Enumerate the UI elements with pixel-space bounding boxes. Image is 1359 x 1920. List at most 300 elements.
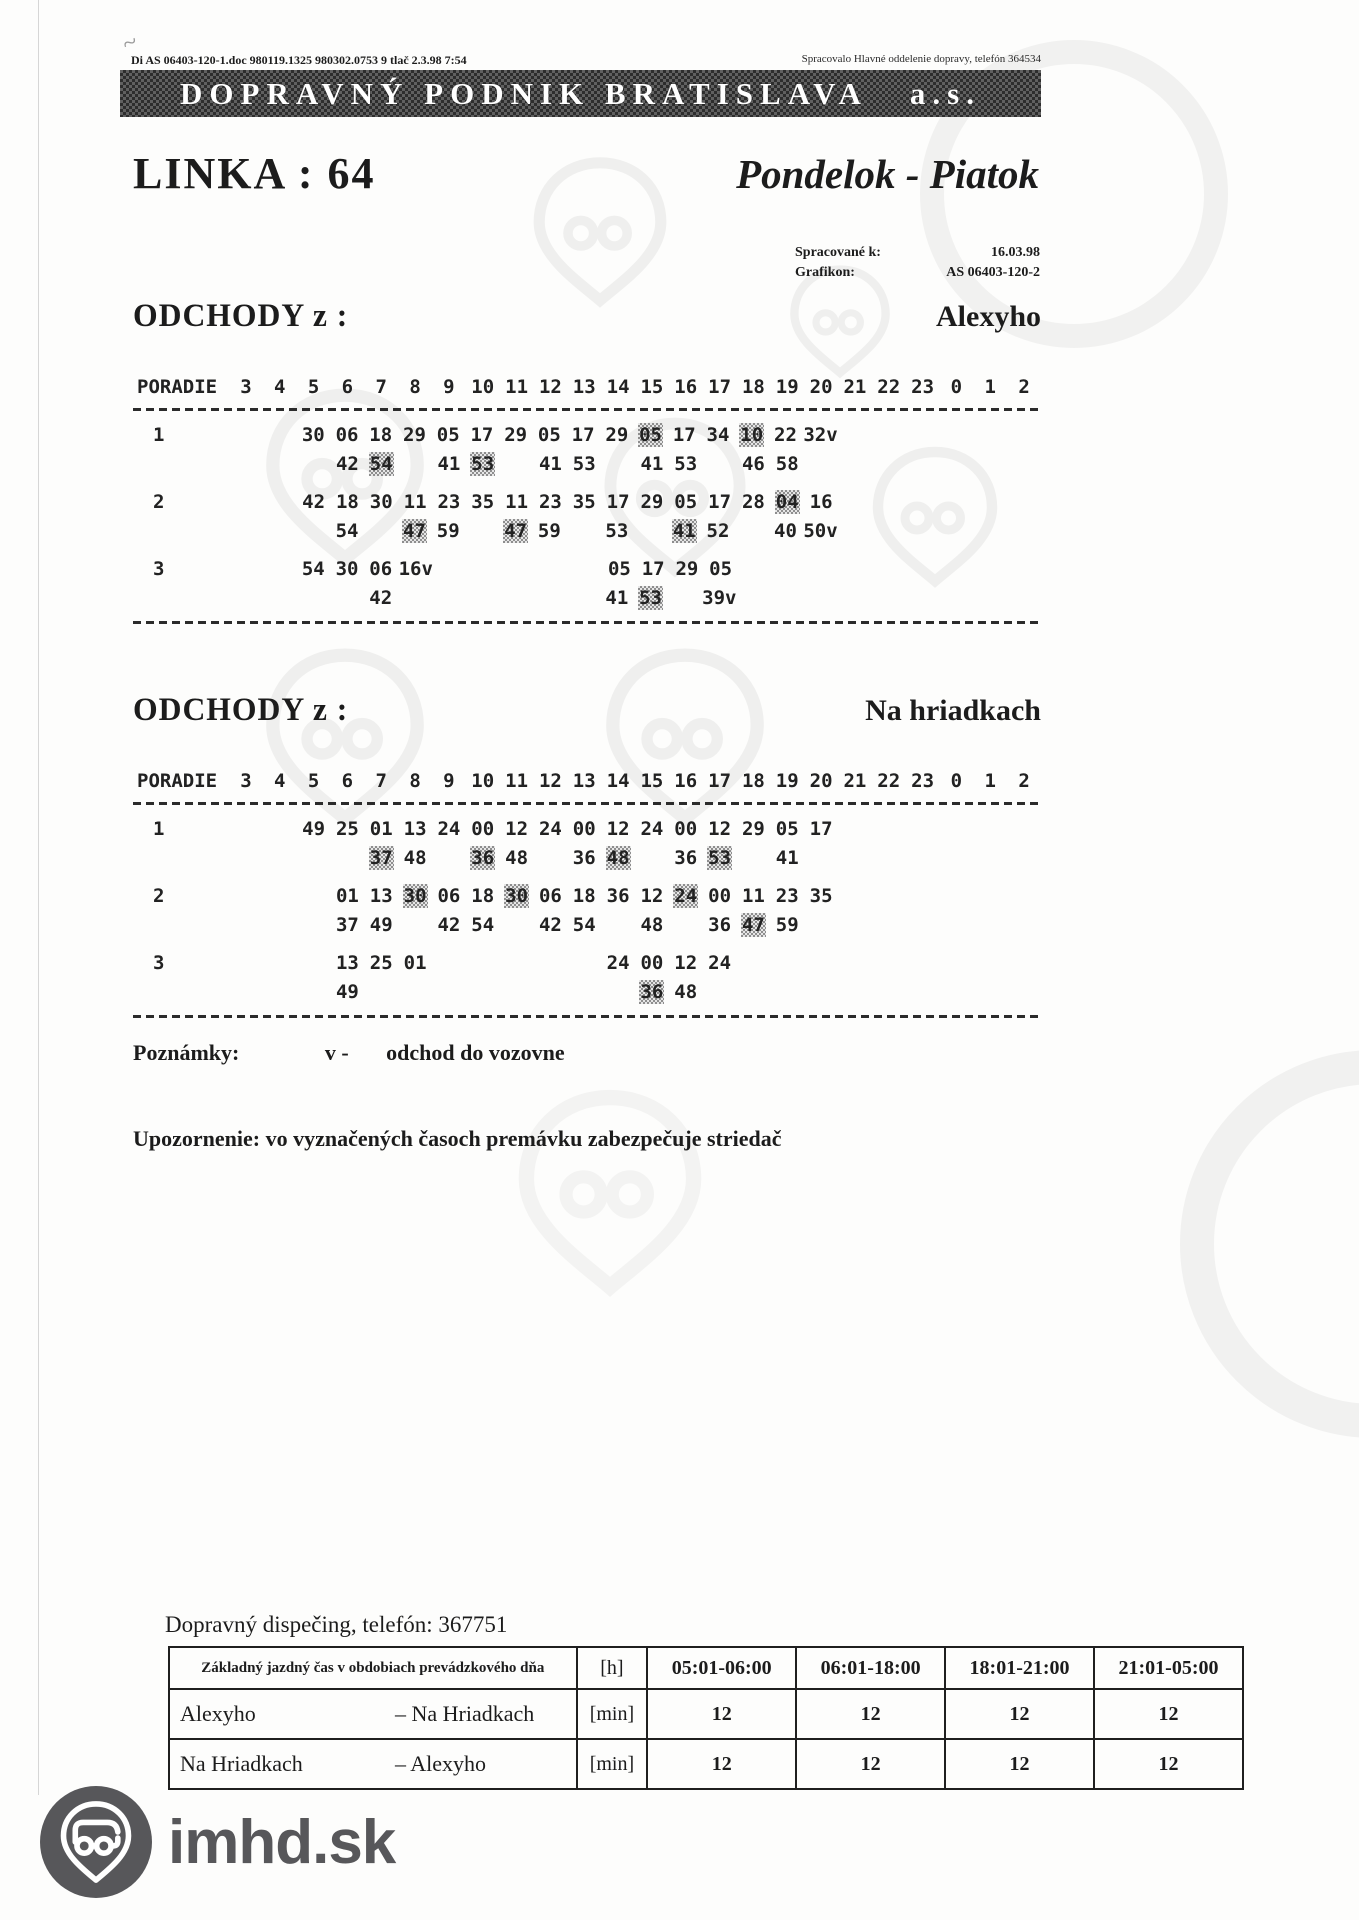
hour-label: 6 bbox=[341, 769, 354, 792]
hour-label: 4 bbox=[274, 769, 286, 792]
note-symbol: v - bbox=[324, 1040, 349, 1065]
time-value: 41 bbox=[538, 452, 562, 475]
time-value: 59 bbox=[537, 519, 561, 542]
time-value: 39v bbox=[702, 586, 737, 609]
time-value: 29 bbox=[605, 423, 629, 446]
travel-minutes-value: 12 bbox=[647, 1689, 796, 1739]
time-value: 25 bbox=[335, 817, 359, 840]
time-cell bbox=[398, 846, 432, 870]
time-cell bbox=[364, 490, 398, 514]
time-cell bbox=[802, 423, 838, 447]
imhd-logo bbox=[40, 1786, 395, 1898]
time-cell bbox=[567, 452, 601, 476]
time-value: 34 bbox=[706, 423, 730, 446]
direction-to: – Alexyho bbox=[395, 1751, 487, 1776]
hour-label: 20 bbox=[809, 769, 833, 792]
time-value: 48 bbox=[674, 980, 698, 1003]
timetable-line bbox=[133, 948, 1041, 977]
time-cell bbox=[636, 557, 670, 581]
time-cell bbox=[364, 586, 398, 610]
unit-hours: [h] bbox=[577, 1647, 648, 1689]
time-cell bbox=[804, 817, 838, 841]
time-cell bbox=[703, 817, 737, 841]
time-value-highlighted: 53 bbox=[471, 452, 495, 475]
time-value: 13 bbox=[335, 951, 359, 974]
timetable-line bbox=[133, 516, 1041, 545]
time-value: 12 bbox=[708, 817, 732, 840]
time-cell bbox=[466, 452, 500, 476]
time-cell bbox=[603, 557, 637, 581]
notes-label: Poznámky: bbox=[133, 1040, 240, 1065]
time-value-highlighted: 36 bbox=[471, 846, 495, 869]
time-cell bbox=[500, 490, 534, 514]
company-name: DOPRAVNÝ PODNIK BRATISLAVA bbox=[180, 75, 868, 111]
timetable-line bbox=[133, 843, 1041, 872]
travel-minutes-value: 12 bbox=[945, 1739, 1094, 1789]
time-value-highlighted: 47 bbox=[504, 519, 528, 542]
time-value: 41 bbox=[640, 452, 664, 475]
time-cell bbox=[533, 452, 567, 476]
timetable-line bbox=[133, 881, 1041, 910]
time-cell bbox=[364, 884, 398, 908]
time-value: 01 bbox=[335, 884, 359, 907]
timetable-alexyho bbox=[133, 372, 1041, 633]
time-cell bbox=[364, 951, 398, 975]
hour-label: 10 bbox=[471, 769, 495, 792]
time-cell bbox=[500, 884, 534, 908]
vehicle-row bbox=[133, 487, 1041, 545]
hour-label: 23 bbox=[911, 375, 935, 398]
timetable-line bbox=[133, 910, 1041, 939]
time-value: 05 bbox=[775, 817, 799, 840]
time-value-highlighted: 30 bbox=[403, 884, 427, 907]
hour-label: 3 bbox=[240, 769, 252, 792]
hour-label: 13 bbox=[572, 375, 596, 398]
time-cell bbox=[703, 846, 737, 870]
time-value: 41 bbox=[775, 846, 799, 869]
time-value: 01 bbox=[369, 817, 393, 840]
travel-time-table bbox=[168, 1646, 1244, 1790]
poradie-number: 3 bbox=[153, 557, 165, 580]
time-cell bbox=[297, 817, 331, 841]
time-cell bbox=[330, 452, 364, 476]
direction-from: Alexyho bbox=[180, 1701, 256, 1726]
stop-name: Alexyho bbox=[936, 300, 1041, 333]
hour-label: 0 bbox=[950, 769, 963, 792]
time-cell bbox=[330, 980, 364, 1004]
time-cell bbox=[330, 884, 364, 908]
time-cell bbox=[802, 519, 838, 543]
time-value: 00 bbox=[674, 817, 698, 840]
hour-label: 16 bbox=[674, 375, 698, 398]
time-value-highlighted: 53 bbox=[639, 586, 662, 609]
poradie-header: PORADIE bbox=[137, 375, 218, 398]
time-value: 41 bbox=[605, 586, 629, 609]
time-value: 17 bbox=[571, 423, 595, 446]
time-cell bbox=[466, 490, 500, 514]
time-value: 18 bbox=[572, 884, 596, 907]
time-value: 35 bbox=[572, 490, 596, 513]
time-value: 30 bbox=[369, 490, 393, 513]
section-heading: ODCHODY z : bbox=[133, 692, 349, 728]
time-cell bbox=[703, 951, 737, 975]
poradie-header: PORADIE bbox=[137, 769, 218, 792]
hour-label: 3 bbox=[240, 375, 252, 398]
dashed-separator bbox=[133, 621, 1041, 624]
time-value: 05 bbox=[537, 423, 561, 446]
time-value: 23 bbox=[437, 490, 461, 513]
travel-minutes-value: 12 bbox=[1094, 1739, 1243, 1789]
direction-from: Na Hriadkach bbox=[180, 1751, 303, 1776]
time-cell bbox=[736, 817, 770, 841]
poradie-number: 2 bbox=[153, 490, 165, 513]
time-cell bbox=[500, 846, 534, 870]
travel-minutes-value: 12 bbox=[945, 1689, 1094, 1739]
time-cell bbox=[634, 586, 668, 610]
time-value: 54 bbox=[471, 913, 495, 936]
hour-label: 0 bbox=[950, 375, 963, 398]
vehicle-row bbox=[133, 881, 1041, 939]
time-cell bbox=[701, 519, 735, 543]
time-value-highlighted: 37 bbox=[369, 846, 393, 869]
time-value: 58 bbox=[775, 452, 799, 475]
time-cell bbox=[364, 817, 398, 841]
time-cell bbox=[735, 423, 769, 447]
time-value: 12 bbox=[640, 884, 664, 907]
travel-table-row bbox=[169, 1689, 1243, 1739]
time-value: 18 bbox=[471, 884, 495, 907]
time-cell bbox=[669, 846, 703, 870]
service-days: Pondelok - Piatok bbox=[736, 151, 1039, 197]
time-cell bbox=[736, 490, 770, 514]
time-value: 28 bbox=[741, 490, 765, 513]
time-value: 35 bbox=[471, 490, 495, 513]
time-value: 29 bbox=[403, 423, 426, 446]
hour-label: 14 bbox=[606, 769, 630, 792]
time-value: 42 bbox=[369, 586, 393, 609]
time-cell bbox=[600, 586, 634, 610]
time-cell bbox=[703, 490, 737, 514]
hour-label: 6 bbox=[341, 375, 354, 398]
time-cell bbox=[533, 519, 567, 543]
time-cell bbox=[431, 519, 465, 543]
time-value: 01 bbox=[403, 951, 427, 974]
hour-label: 10 bbox=[471, 375, 495, 398]
timetable-line bbox=[133, 814, 1041, 843]
hour-label: 9 bbox=[443, 375, 455, 398]
time-value: 37 bbox=[335, 913, 359, 936]
time-value: 42 bbox=[437, 913, 461, 936]
time-cell bbox=[701, 586, 737, 610]
hour-label: 7 bbox=[375, 375, 387, 398]
hour-label: 2 bbox=[1018, 769, 1030, 792]
time-value: 05 bbox=[674, 490, 698, 513]
time-cell bbox=[703, 884, 737, 908]
time-value: 17 bbox=[672, 423, 696, 446]
time-cell bbox=[601, 951, 635, 975]
watermark-pin-icon bbox=[520, 150, 680, 310]
dashed-separator bbox=[133, 408, 1041, 411]
time-value: 42 bbox=[335, 452, 359, 475]
time-value: 23 bbox=[538, 490, 562, 513]
time-cell bbox=[330, 519, 364, 543]
time-cell bbox=[635, 951, 669, 975]
hour-label: 9 bbox=[443, 769, 455, 792]
time-cell bbox=[533, 884, 567, 908]
direction-cell bbox=[169, 1689, 577, 1739]
hour-label: 22 bbox=[877, 375, 901, 398]
time-cell bbox=[567, 490, 601, 514]
time-value: 29 bbox=[640, 490, 664, 513]
time-value: 48 bbox=[505, 846, 529, 869]
timetable-line bbox=[133, 487, 1041, 516]
watermark-pin-icon bbox=[500, 1080, 720, 1300]
logo-text: imhd.sk bbox=[168, 1807, 396, 1877]
timetable-line bbox=[133, 583, 1041, 612]
hour-label: 13 bbox=[572, 769, 596, 792]
scan-artifact: ~ bbox=[117, 26, 143, 59]
hour-label: 7 bbox=[375, 769, 387, 792]
poradie-number: 3 bbox=[153, 951, 165, 974]
time-value: 16 bbox=[809, 490, 833, 513]
timetable-header-row bbox=[133, 372, 1041, 401]
time-value: 49 bbox=[335, 980, 359, 1003]
time-cell bbox=[296, 557, 330, 581]
hour-label: 2 bbox=[1018, 375, 1030, 398]
travel-table-title: Základný jazdný čas v obdobiach prevádzkového dňa bbox=[169, 1647, 577, 1689]
scan-edge-line bbox=[38, 0, 39, 1795]
time-value: 25 bbox=[369, 951, 393, 974]
hour-label: 23 bbox=[911, 769, 935, 792]
hour-label: 16 bbox=[674, 769, 698, 792]
time-value: 13 bbox=[369, 884, 393, 907]
timetable-line bbox=[133, 420, 1041, 449]
time-value: 24 bbox=[437, 817, 461, 840]
time-value: 53 bbox=[674, 452, 698, 475]
company-suffix: a.s. bbox=[909, 75, 981, 111]
logo-pin-icon bbox=[40, 1786, 152, 1898]
poradie-number: 1 bbox=[153, 423, 165, 446]
time-cell bbox=[364, 913, 398, 937]
time-cell bbox=[635, 490, 669, 514]
time-value: 06 bbox=[437, 884, 461, 907]
time-cell bbox=[465, 423, 499, 447]
time-cell bbox=[533, 423, 567, 447]
time-cell bbox=[466, 817, 500, 841]
hour-label: 22 bbox=[877, 769, 901, 792]
time-value-highlighted: 48 bbox=[606, 846, 630, 869]
time-cell bbox=[330, 913, 364, 937]
time-cell bbox=[669, 452, 703, 476]
time-value: 17 bbox=[641, 557, 665, 580]
time-cell bbox=[635, 817, 669, 841]
departures-heading-na-hriadkach bbox=[133, 692, 1041, 729]
time-cell bbox=[770, 452, 804, 476]
hour-label: 21 bbox=[843, 769, 867, 792]
time-cell bbox=[804, 884, 838, 908]
time-value: 42 bbox=[538, 913, 562, 936]
time-value: 17 bbox=[606, 490, 630, 513]
time-value: 59 bbox=[436, 519, 460, 542]
time-cell bbox=[466, 846, 500, 870]
time-cell bbox=[635, 452, 669, 476]
hour-label: 12 bbox=[538, 769, 562, 792]
poradie-number: 2 bbox=[153, 884, 165, 907]
travel-minutes-value: 12 bbox=[1094, 1689, 1243, 1739]
time-value: 00 bbox=[572, 817, 596, 840]
time-value: 36 bbox=[708, 913, 732, 936]
time-value: 24 bbox=[708, 951, 732, 974]
hour-label: 17 bbox=[708, 769, 732, 792]
time-value: 11 bbox=[403, 490, 427, 513]
time-cell bbox=[600, 519, 634, 543]
line-title: LINKA : 64 bbox=[133, 149, 376, 198]
time-cell bbox=[769, 519, 803, 543]
time-cell bbox=[432, 884, 466, 908]
period-label: 05:01-06:00 bbox=[647, 1647, 796, 1689]
timetable-na-hriadkach bbox=[133, 766, 1041, 1027]
hour-label: 17 bbox=[708, 375, 732, 398]
hour-label: 15 bbox=[640, 375, 664, 398]
doc-header-left: Di AS 06403-120-1.doc 980119.1325 980302.0753 9 tlač 2.3.98 7:54 bbox=[131, 53, 467, 67]
stop-name: Na hriadkach bbox=[865, 694, 1041, 727]
time-cell bbox=[670, 557, 704, 581]
dashed-separator bbox=[133, 1015, 1041, 1018]
time-value: 53 bbox=[572, 452, 596, 475]
time-cell bbox=[432, 490, 466, 514]
time-value: 18 bbox=[369, 423, 393, 446]
travel-minutes-value: 12 bbox=[796, 1739, 945, 1789]
time-value: 54 bbox=[335, 519, 359, 542]
time-cell bbox=[669, 490, 703, 514]
vehicle-row bbox=[133, 554, 1041, 612]
time-value-highlighted: 41 bbox=[672, 519, 696, 542]
time-value: 06 bbox=[335, 423, 359, 446]
time-cell bbox=[769, 423, 803, 447]
time-value: 16v bbox=[398, 557, 433, 580]
travel-table-row bbox=[169, 1739, 1243, 1789]
period-label: 18:01-21:00 bbox=[945, 1647, 1094, 1689]
time-cell bbox=[736, 452, 770, 476]
hour-label: 20 bbox=[809, 375, 833, 398]
time-cell bbox=[770, 846, 804, 870]
time-cell bbox=[533, 817, 567, 841]
time-cell bbox=[398, 884, 432, 908]
time-value-highlighted: 05 bbox=[639, 423, 662, 446]
time-value: 22 bbox=[774, 423, 797, 446]
time-cell bbox=[364, 557, 398, 581]
time-value: 53 bbox=[605, 519, 629, 542]
travel-table-header-row bbox=[169, 1647, 1243, 1689]
hour-label: 11 bbox=[505, 769, 529, 792]
time-value: 54 bbox=[301, 557, 325, 580]
time-cell bbox=[634, 423, 668, 447]
time-value: 05 bbox=[709, 557, 733, 580]
time-value: 05 bbox=[607, 557, 631, 580]
time-value: 29 bbox=[741, 817, 765, 840]
time-value: 00 bbox=[471, 817, 495, 840]
time-cell bbox=[770, 490, 804, 514]
hour-label: 4 bbox=[274, 375, 286, 398]
time-cell bbox=[330, 557, 364, 581]
note-text: odchod do vozovne bbox=[386, 1040, 565, 1065]
spracovane-value: 16.03.98 bbox=[991, 245, 1040, 260]
time-value: 42 bbox=[302, 490, 326, 513]
time-cell bbox=[601, 490, 635, 514]
time-value: 29 bbox=[504, 423, 528, 446]
time-value: 59 bbox=[775, 913, 799, 936]
time-value: 30 bbox=[301, 423, 325, 446]
time-cell bbox=[601, 817, 635, 841]
time-cell bbox=[770, 913, 804, 937]
spracovane-label: Spracované k: bbox=[795, 245, 881, 260]
time-value: 17 bbox=[708, 490, 732, 513]
hour-label: 18 bbox=[741, 375, 765, 398]
time-value: 32v bbox=[803, 423, 838, 446]
section-heading: ODCHODY z : bbox=[133, 298, 349, 334]
time-value: 06 bbox=[538, 884, 562, 907]
time-cell bbox=[466, 913, 500, 937]
time-cell bbox=[601, 846, 635, 870]
time-value: 50v bbox=[803, 519, 838, 542]
time-value: 11 bbox=[505, 490, 529, 513]
time-cell bbox=[398, 423, 432, 447]
period-label: 21:01-05:00 bbox=[1094, 1647, 1243, 1689]
time-value: 30 bbox=[335, 557, 359, 580]
time-cell bbox=[499, 519, 533, 543]
time-value-highlighted: 04 bbox=[775, 490, 799, 513]
time-cell bbox=[600, 423, 634, 447]
time-cell bbox=[770, 817, 804, 841]
time-cell bbox=[601, 884, 635, 908]
hour-label: 15 bbox=[640, 769, 664, 792]
time-value: 40 bbox=[774, 519, 797, 542]
time-cell bbox=[297, 490, 331, 514]
processing-info bbox=[795, 243, 1040, 284]
time-cell bbox=[466, 884, 500, 908]
time-value: 24 bbox=[538, 817, 562, 840]
timetable-line bbox=[133, 554, 1041, 583]
hour-label: 12 bbox=[538, 375, 562, 398]
notes-row bbox=[133, 1040, 565, 1066]
unit-minutes: [min] bbox=[577, 1739, 648, 1789]
time-cell bbox=[667, 519, 701, 543]
period-label: 06:01-18:00 bbox=[796, 1647, 945, 1689]
time-cell bbox=[669, 980, 703, 1004]
time-cell bbox=[669, 951, 703, 975]
time-value-highlighted: 10 bbox=[740, 423, 764, 446]
time-value: 54 bbox=[572, 913, 596, 936]
time-cell bbox=[804, 490, 838, 514]
hour-label: 19 bbox=[775, 769, 799, 792]
company-banner bbox=[120, 70, 1041, 117]
time-cell bbox=[432, 913, 466, 937]
time-value: 00 bbox=[708, 884, 732, 907]
time-cell bbox=[330, 423, 364, 447]
warning-text: Upozornenie: vo vyznačených časoch premávku zabezpečuje striedač bbox=[133, 1126, 782, 1151]
time-value: 24 bbox=[606, 951, 630, 974]
time-cell bbox=[364, 423, 398, 447]
poradie-number: 1 bbox=[153, 817, 165, 840]
hour-label: 1 bbox=[984, 375, 996, 398]
hour-label: 8 bbox=[409, 375, 421, 398]
time-value: 12 bbox=[606, 817, 630, 840]
time-value: 17 bbox=[809, 817, 833, 840]
hour-label: 14 bbox=[606, 375, 630, 398]
time-value: 36 bbox=[674, 846, 698, 869]
time-cell bbox=[398, 490, 432, 514]
time-cell bbox=[770, 884, 804, 908]
